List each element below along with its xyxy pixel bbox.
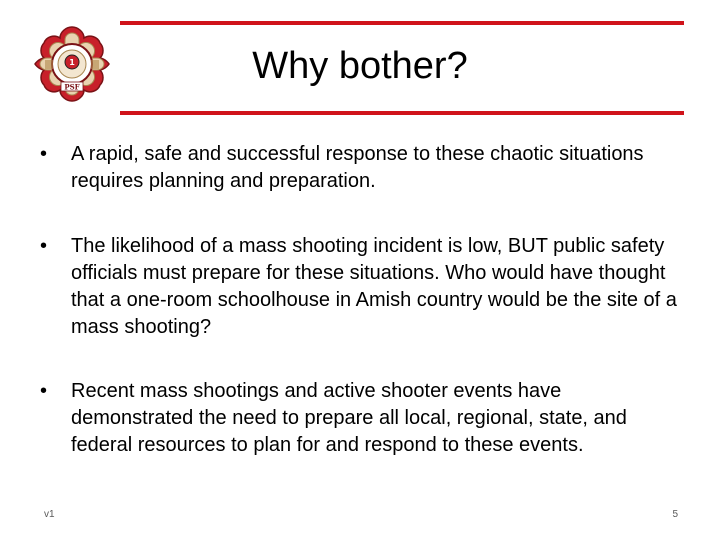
logo-text: PSF	[64, 82, 80, 92]
bullet-marker: •	[40, 143, 48, 165]
bullet-item	[40, 378, 680, 459]
version-label: v1	[44, 509, 55, 520]
bottom-red-rule	[120, 111, 684, 115]
slide-title: Why bother?	[252, 45, 468, 87]
bullet-marker: •	[40, 235, 48, 257]
top-red-rule	[120, 21, 684, 25]
fire-service-logo-icon	[32, 24, 112, 104]
svg-text:1: 1	[69, 58, 75, 67]
bullet-list	[40, 141, 680, 459]
bullet-text: Recent mass shootings and active shooter events have demonstrated the need to prepare all local, regional, state, and federal resources to plan for and respond to these events.	[71, 380, 627, 456]
bullet-item	[40, 233, 680, 341]
bullet-text: A rapid, safe and successful response to these chaotic situations requires planning and preparation.	[71, 143, 644, 192]
bullet-text: The likelihood of a mass shooting incident is low, BUT public safety officials must prepare for these situations. Who would have thought that a one-room schoolhouse in Amish country would be the site of a mass shooting?	[71, 235, 677, 338]
page-number: 5	[672, 509, 678, 520]
bullet-marker: •	[40, 380, 48, 402]
bullet-item	[40, 141, 680, 195]
